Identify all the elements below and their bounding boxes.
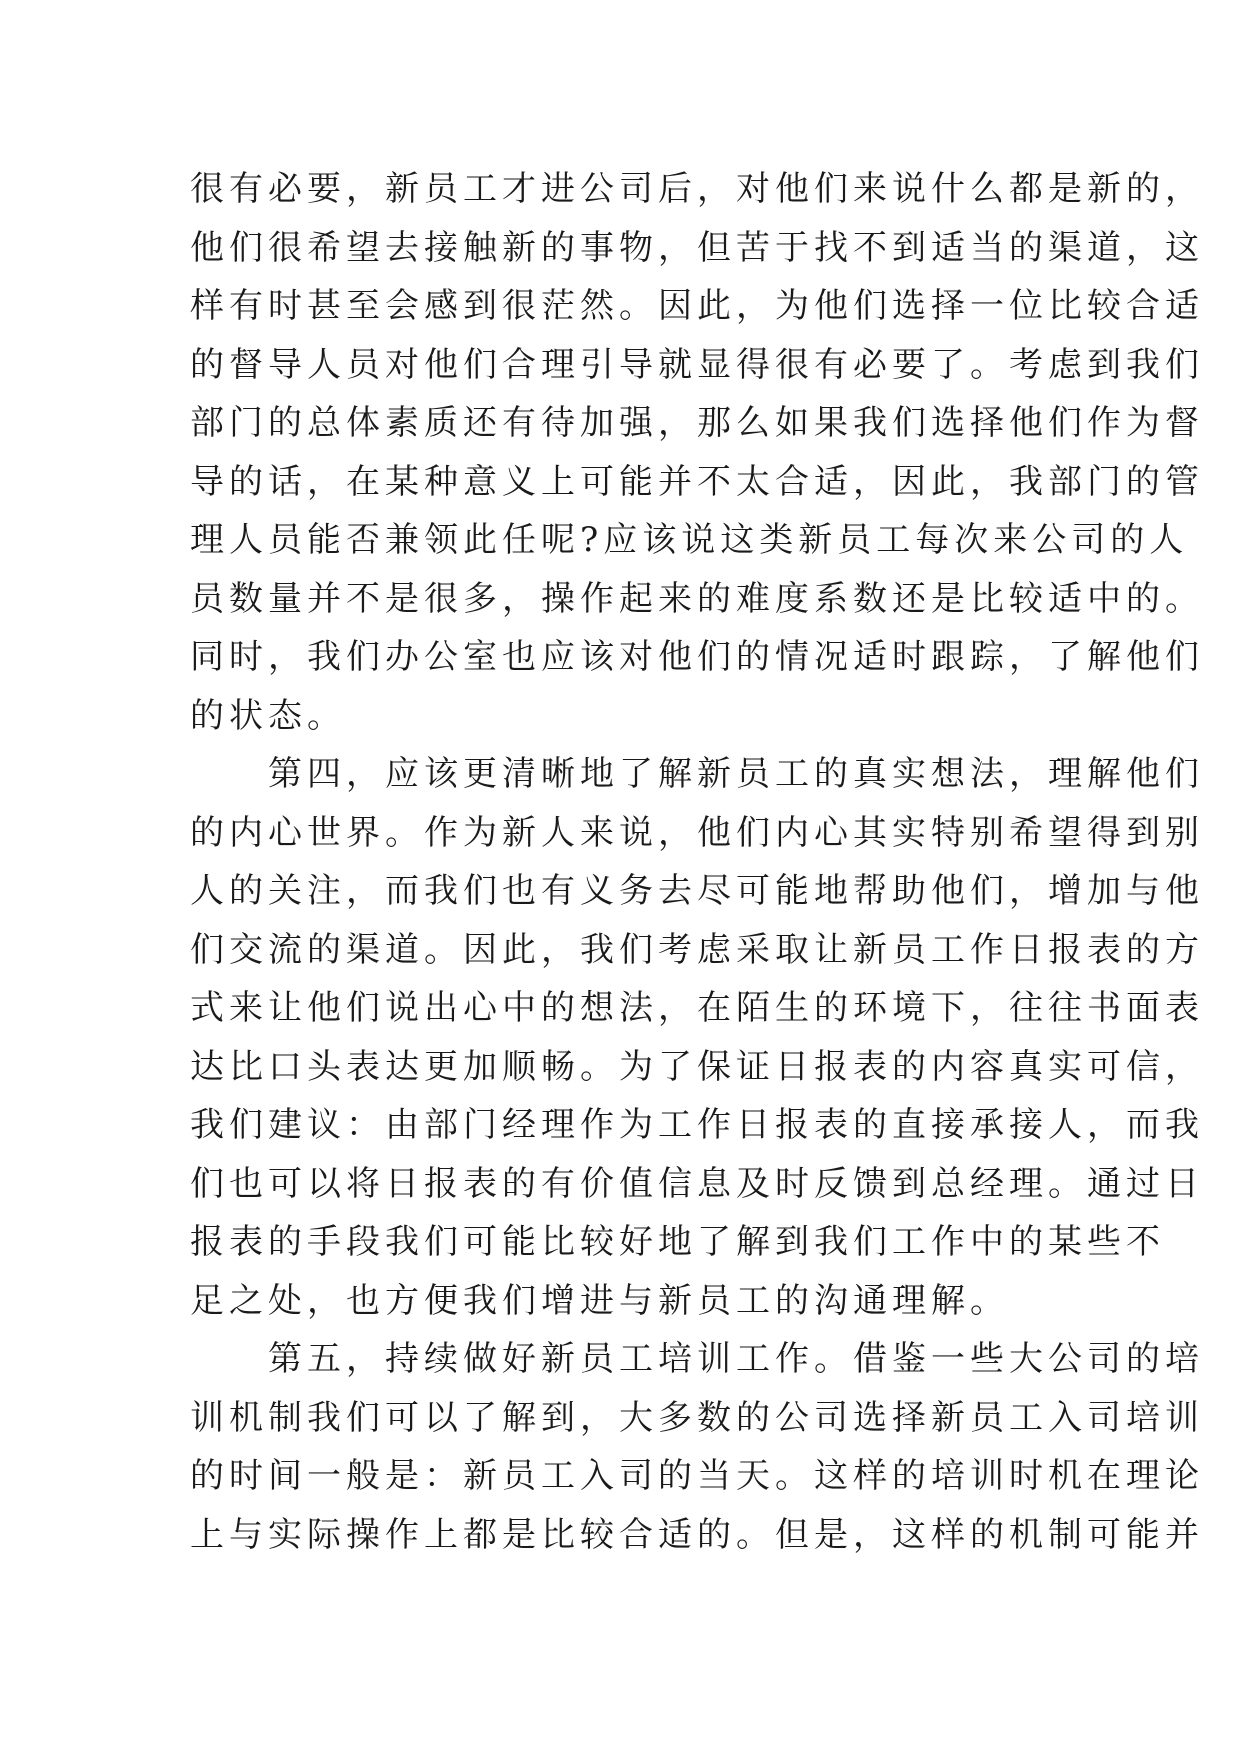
paragraph-start-line: 第五，持续做好新员工培训工作。借鉴一些大公司的培 <box>190 1339 1204 1379</box>
text-line: 他们很希望去接触新的事物，但苦于找不到适当的渠道，这 <box>190 227 1204 268</box>
text-line: 导的话，在某种意义上可能并不太合适，因此，我部门的管 <box>190 461 1204 502</box>
text-line: 的督导人员对他们合理引导就显得很有必要了。考虑到我们 <box>190 344 1204 385</box>
text-line: 们交流的渠道。因此，我们考虑采取让新员工作日报表的方 <box>190 929 1204 970</box>
text-line: 很有必要，新员工才进公司后，对他们来说什么都是新的， <box>190 169 1204 209</box>
text-line: 同时，我们办公室也应该对他们的情况适时跟踪，了解他们 <box>190 637 1204 677</box>
text-line: 的时间一般是：新员工入司的当天。这样的培训时机在理论 <box>190 1456 1204 1496</box>
paragraph-start-line: 第四，应该更清晰地了解新员工的真实想法，理解他们 <box>190 754 1204 794</box>
text-line: 样有时甚至会感到很茫然。因此，为他们选择一位比较合适 <box>190 286 1204 326</box>
text-line: 我们建议：由部门经理作为工作日报表的直接承接人，而我 <box>190 1105 1204 1145</box>
text-line: 的状态。 <box>190 695 346 736</box>
text-line: 报表的手段我们可能比较好地了解到我们工作中的某些不 <box>190 1222 1165 1262</box>
text-line: 部门的总体素质还有待加强，那么如果我们选择他们作为督 <box>190 403 1204 443</box>
text-line: 员数量并不是很多，操作起来的难度系数还是比较适中的。 <box>190 578 1204 619</box>
text-line: 的内心世界。作为新人来说，他们内心其实特别希望得到别 <box>190 812 1204 853</box>
text-line: 训机制我们可以了解到，大多数的公司选择新员工入司培训 <box>190 1397 1204 1438</box>
text-line: 人的关注，而我们也有义务去尽可能地帮助他们，增加与他 <box>190 871 1204 911</box>
text-line: 们也可以将日报表的有价值信息及时反馈到总经理。通过日 <box>190 1163 1204 1204</box>
text-line: 上与实际操作上都是比较合适的。但是，这样的机制可能并 <box>190 1514 1204 1555</box>
body-text <box>190 160 1204 1564</box>
text-line: 足之处，也方便我们增进与新员工的沟通理解。 <box>190 1280 1009 1321</box>
text-line: 达比口头表达更加顺畅。为了保证日报表的内容真实可信， <box>190 1046 1204 1087</box>
text-line: 理人员能否兼领此任呢?应该说这类新员工每次来公司的人 <box>190 520 1189 560</box>
text-line: 式来让他们说出心中的想法，在陌生的环境下，往往书面表 <box>190 988 1204 1028</box>
